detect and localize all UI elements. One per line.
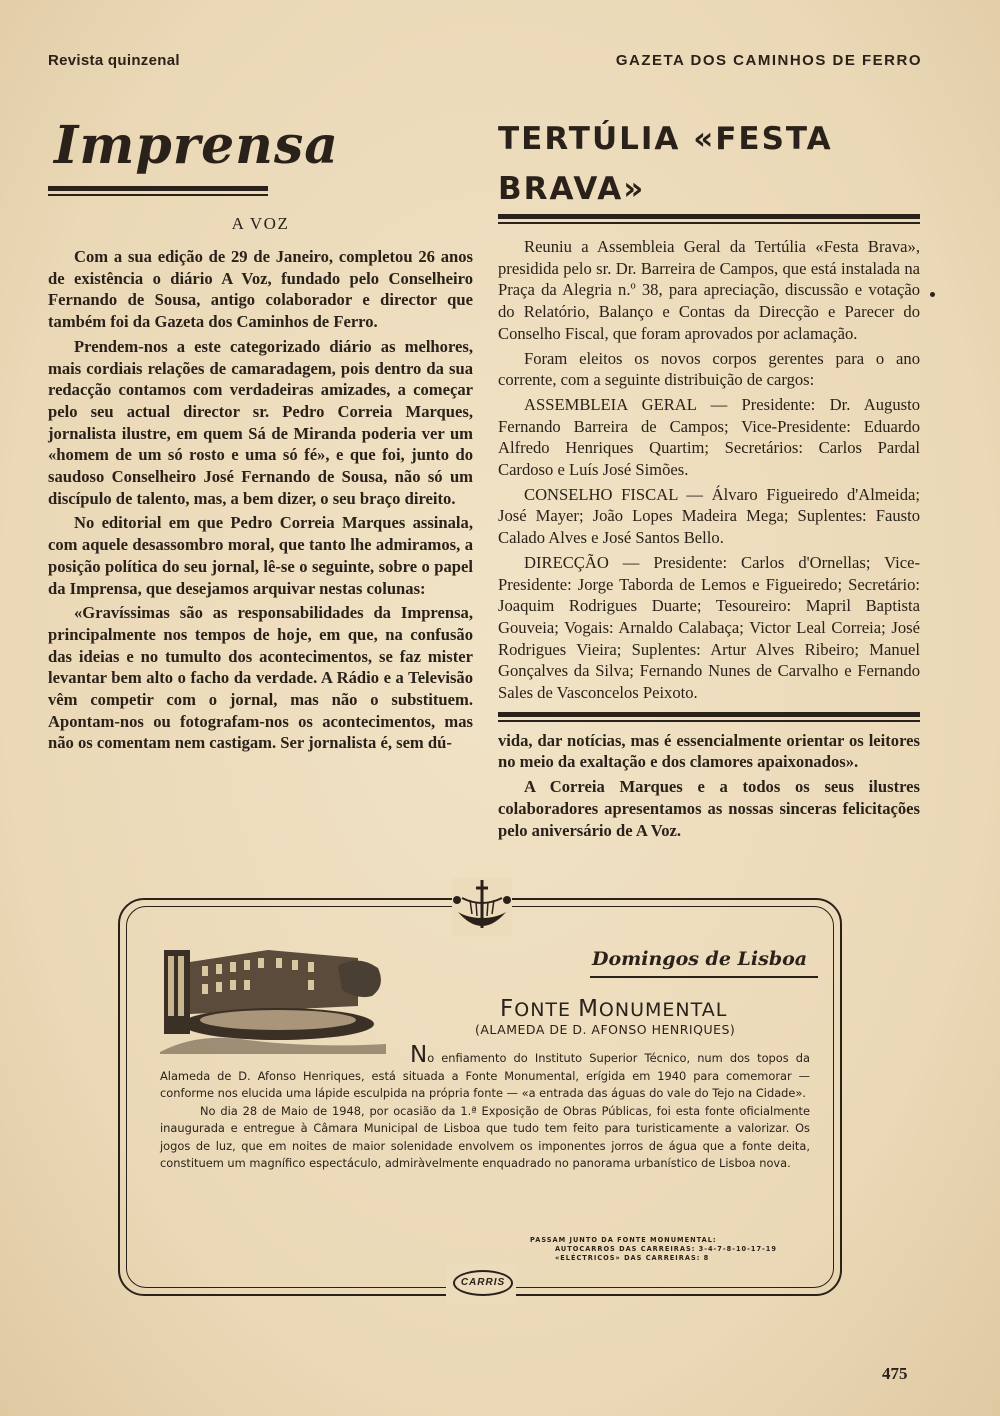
ad-title: FONTE MONUMENTAL (500, 996, 728, 1022)
ad-paragraph: No enfiamento do Instituto Superior Técnico, num dos topos da Alameda de D. Afonso Henriques, está situada a Fonte Monumental, erígida em 1940 para comemorar — conforme nos elucida uma lápide esculpida na própria fonte — «a entrada das águas do vale do Tejo na Cidade». (160, 1042, 810, 1100)
section-title-imprensa: Imprensa (54, 115, 339, 176)
section-title-tertulia: TERTÚLIA «FESTA BRAVA» (498, 121, 833, 207)
paragraph: CONSELHO FISCAL — Álvaro Figueiredo d'Almeida; José Mayer; João Lopes Madeira Mega; Suplentes: Fausto Calado Alves e José Santos Bello. (498, 484, 920, 548)
title-rule (48, 186, 268, 196)
ad-body (160, 1042, 810, 1173)
ad-routes: PASSAM JUNTO DA FONTE MONUMENTAL: AUTOCARROS DAS CARREIRAS: 3-4-7-8-10-17-19 «ELÉCTRICOS» DAS CARREIRAS: 8 (530, 1236, 777, 1262)
paragraph: ASSEMBLEIA GERAL — Presidente: Dr. Augusto Fernando Barreira de Campos; Vice-Presidente: Eduardo Alfredo Henriques Quartim; Secretários: Carlos Pardal Cardoso e Luís José Simões. (498, 394, 920, 480)
paragraph: Reuniu a Assembleia Geral da Tertúlia «Festa Brava», presidida pelo sr. Dr. Barreira de Campos, que está instalada na Praça da Alegria n.º 38, para apreciação, discussão e votação do Relatório, Balanço e Contas da Direcção e Parecer do Conselho Fiscal, que foram aprovados por aclamação. (498, 237, 920, 343)
page-number: 475 (882, 1364, 908, 1383)
paragraph: Com a sua edição de 29 de Janeiro, completou 26 anos de existência o diário A Voz, fundado pelo Conselheiro Fernando de Sousa, antigo colaborador e director que também foi da Gazeta dos Caminhos de Ferro. (48, 247, 473, 332)
subhead-a-voz: A VOZ (231, 214, 290, 233)
paragraph: No editorial em que Pedro Correia Marques assinala, com aquele desassombro moral, que tanto lhe admiramos, a posição política do seu jornal, lê-se o seguinte, sobre o papel da Imprensa, que desejamos arquivar nestas colunas: (48, 513, 473, 598)
paragraph: DIRECÇÃO — Presidente: Carlos d'Ornellas; Vice-Presidente: Jorge Taborda de Lemos e Figueiredo; Secretário: Joaquim Rodrigues Duarte; Tesoureiro: Mapril Baptista Gouveia; Vogais: Arnaldo Calabaça; Victor Leal Correia; José Rodrigues Vieira; Suplentes: Artur Alves Ribeiro; Manuel Gonçalves da Silva; Fernando Nunes de Carvalho e Fernando Sales de Vasconcelos Peixoto. (498, 552, 920, 703)
fountain-illustration (158, 936, 388, 1054)
header-right: GAZETA DOS CAMINHOS DE FERRO (615, 52, 922, 69)
paragraph: Foram eleitos os novos corpos gerentes para o ano corrente, com a seguinte distribuição de cargos: (498, 348, 920, 390)
left-column (48, 110, 473, 754)
ad-brand-rule (590, 976, 818, 978)
paragraph: vida, dar notícias, mas é essencialmente orientar os leitores no meio da exaltação e dos clamores apaixonados». (498, 730, 920, 772)
section-rule (498, 712, 920, 722)
carris-logo-text: CARRIS (453, 1270, 513, 1296)
carris-logo (446, 1264, 516, 1304)
paragraph: Prendem-nos a este categorizado diário as melhores, mais cordiais relações de camaradagem, pois dentro da sua redacção contamos com verdadeiras amizades, a começar pelo seu actual director sr. Pedro Correia Marques, jornalista ilustre, em quem Sá de Miranda poderia ver um «homem de um só rosto e uma só fé», e que foi, junto do saudoso Conselheiro José Fernando de Sousa, não só um discípulo de talento, mas, a bem dizer, o seu braço direito. (48, 336, 473, 508)
title-rule (498, 214, 920, 224)
right-column (498, 110, 920, 841)
ink-dot (930, 292, 935, 297)
header-left: Revista quinzenal (48, 52, 180, 69)
paragraph: A Correia Marques e a todos os seus ilustres colaboradores apresentamos as nossas sinceras felicitações pelo aniversário de A Voz. (498, 777, 920, 840)
anchor-emblem-icon (452, 878, 512, 936)
ad-brand-title: Domingos de Lisboa (592, 948, 808, 970)
advertisement-frame (118, 898, 842, 1296)
ad-subtitle: (ALAMEDA DE D. AFONSO HENRIQUES) (475, 1022, 736, 1037)
paragraph: «Gravíssimas são as responsabilidades da Imprensa, principalmente nos tempos de hoje, em que, na confusão das ideias e no tumulto dos acontecimentos, se faz mister levantar bem alto o facho da verdade. A Rádio e a Televisão vêm competir com o jornal, mas não o substituem. Apontam-nos ou fotografam-nos os acontecimentos, mas não os comentam nem castigam. Ser jornalista é, sem dú- (48, 603, 473, 753)
ad-paragraph: No dia 28 de Maio de 1948, por ocasião da 1.ª Exposição de Obras Públicas, foi esta fonte oficialmente inaugurada e entregue à Câmara Municipal de Lisboa que tudo tem feito para turisticamente a valorizar. Os jogos de luz, que em noites de maior solenidade envolvem os imponentes jorros de água que a fonte deita, constituem um magnífico espectáculo, admiràvelmente enquadrado no panorama urbanístico de Lisboa nova. (160, 1103, 810, 1170)
dropcap: N (410, 1042, 428, 1068)
